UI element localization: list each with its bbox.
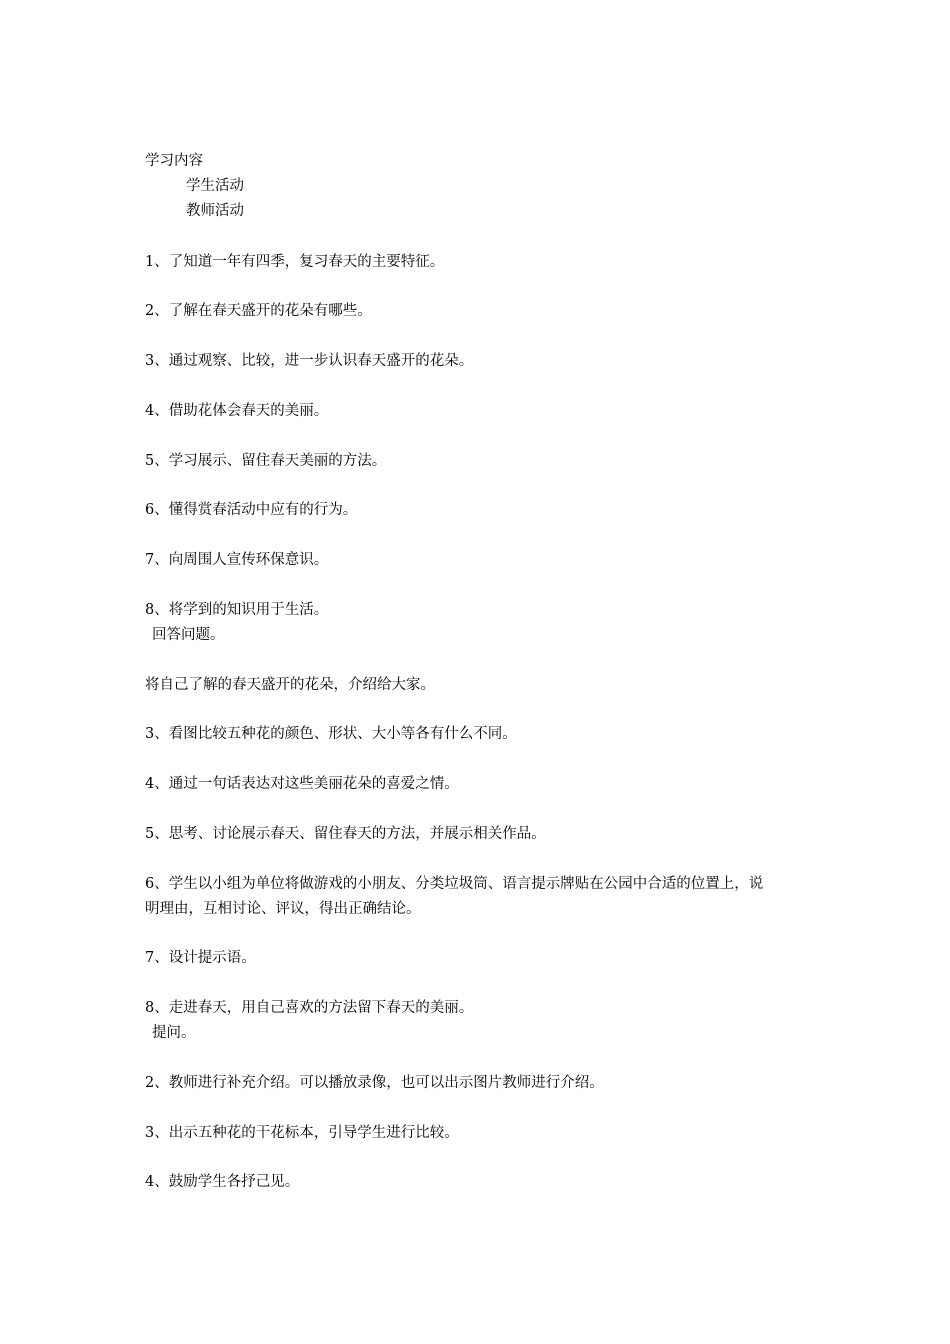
teacher-activity-item: 3、出示五种花的干花标本，引导学生进行比较。 — [145, 1125, 459, 1141]
heading-learning-content: 学习内容 — [145, 153, 203, 169]
content-item-2: 2、了解在春天盛开的花朵有哪些。 — [145, 303, 372, 319]
teacher-activity-item: 2、教师进行补充介绍。可以播放录像，也可以出示图片教师进行介绍。 — [145, 1075, 604, 1091]
student-activity-item: 7、设计提示语。 — [145, 950, 256, 966]
content-item-6: 6、懂得赏春活动中应有的行为。 — [145, 502, 358, 518]
student-activity-item: 5、思考、讨论展示春天、留住春天的方法，并展示相关作品。 — [145, 826, 546, 842]
content-item-1: 1、了知道一年有四季，复习春天的主要特征。 — [145, 254, 445, 270]
student-activity-item: 将自己了解的春天盛开的花朵，介绍给大家。 — [145, 677, 435, 693]
teacher-activity-item: 4、鼓励学生各抒己见。 — [145, 1174, 300, 1190]
content-item-4: 4、借助花体会春天的美丽。 — [145, 403, 329, 419]
content-item-7: 7、向周围人宣传环保意识。 — [145, 552, 329, 568]
content-item-3: 3、通过观察、比较，进一步认识春天盛开的花朵。 — [145, 353, 474, 369]
student-activity-item: 6、学生以小组为单位将做游戏的小朋友、分类垃圾筒、语言提示牌贴在公园中合适的位置上，说 — [145, 876, 764, 892]
student-activity-item: 3、看图比较五种花的颜色、形状、大小等各有什么不同。 — [145, 726, 517, 742]
content-item-8: 8、将学到的知识用于生活。 — [145, 602, 329, 618]
content-item-5: 5、学习展示、留住春天美丽的方法。 — [145, 453, 387, 469]
student-activity-item: 4、通过一句话表达对这些美丽花朵的喜爱之情。 — [145, 776, 459, 792]
student-activity-item: 8、走进春天，用自己喜欢的方法留下春天的美丽。 — [145, 1000, 474, 1016]
teacher-activity-first: 提问。 — [152, 1025, 196, 1041]
heading-student-activities: 学生活动 — [186, 178, 244, 194]
student-activity-first: 回答问题。 — [152, 627, 225, 643]
heading-teacher-activities: 教师活动 — [186, 203, 244, 219]
student-activity-item-continued: 明理由，互相讨论、评议，得出正确结论。 — [145, 901, 421, 917]
